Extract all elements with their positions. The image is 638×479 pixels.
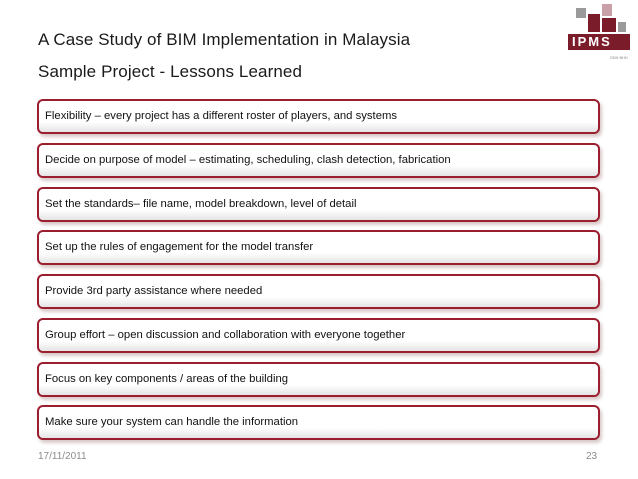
logo-square bbox=[618, 22, 626, 32]
logo-square bbox=[602, 4, 612, 16]
list-item-text: Focus on key components / areas of the building bbox=[45, 373, 289, 385]
list-item bbox=[37, 187, 600, 222]
logo-square bbox=[588, 14, 600, 32]
page-number: 23 bbox=[586, 451, 598, 462]
list-item bbox=[37, 99, 600, 134]
list-item-text: Set the standards– file name, model breakdown, level of detail bbox=[45, 198, 357, 210]
list-item-text: Provide 3rd party assistance where needed bbox=[45, 285, 263, 297]
list-item-text: Flexibility – every project has a different roster of players, and systems bbox=[45, 110, 398, 122]
logo-square bbox=[576, 8, 586, 18]
list-item-text: Group effort – open discussion and collaboration with everyone together bbox=[45, 329, 406, 341]
list-item-text: Set up the rules of engagement for the model transfer bbox=[45, 241, 314, 253]
list-item bbox=[37, 143, 600, 178]
list-item-text: Decide on purpose of model – estimating, scheduling, clash detection, fabrication bbox=[45, 154, 451, 166]
footer-date: 17/11/2011 bbox=[38, 451, 87, 462]
list-item bbox=[37, 230, 600, 265]
logo-text: IPMS bbox=[572, 34, 612, 49]
list-item bbox=[37, 318, 600, 353]
list-item bbox=[37, 362, 600, 397]
list-item-text: Make sure your system can handle the information bbox=[45, 416, 299, 428]
logo-small-text: SDN BHD bbox=[609, 55, 628, 60]
ipms-logo bbox=[568, 4, 630, 64]
list-item bbox=[37, 274, 600, 309]
logo-square bbox=[602, 18, 616, 32]
slide-title: A Case Study of BIM Implementation in Malaysia bbox=[38, 30, 411, 49]
slide-subtitle: Sample Project - Lessons Learned bbox=[38, 62, 303, 81]
list-item bbox=[37, 405, 600, 440]
